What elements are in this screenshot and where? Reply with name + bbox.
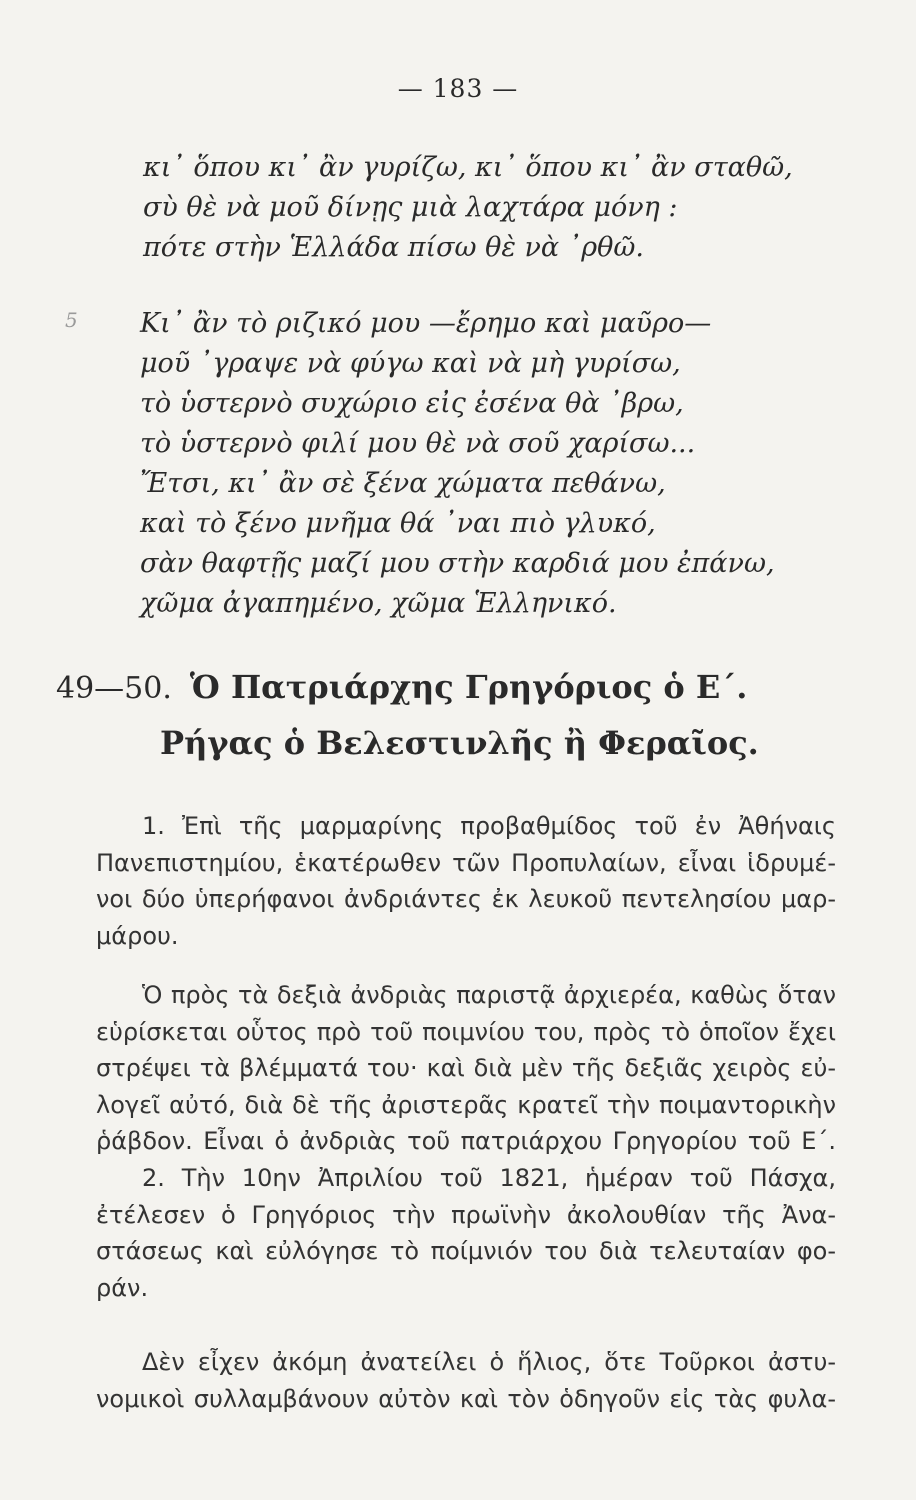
paragraph-4 [96, 1344, 836, 1417]
text-line: μάρου. [96, 921, 179, 950]
text-line: νομικοὶ συλλαμβάνουν αὐτὸν καὶ τὸν ὁδηγοῦν εἰς τὰς φυλα- [96, 1384, 836, 1413]
poem-stanza-2 [140, 304, 775, 624]
poem-line: τὸ ὑστερνὸ συχώριο εἰς ἐσένα θὰ ᾽βρω, [140, 388, 684, 419]
text-line: εὑρίσκεται οὗτος πρὸ τοῦ ποιμνίου του, πρὸς τὸ ὁποῖον ἔχει [96, 1017, 836, 1046]
text-line: 1. Ἐπὶ τῆς μαρμαρίνης προβαθμίδος τοῦ ἐν Ἀθήναις [142, 812, 836, 840]
text-line: στρέψει τὰ βλέμματά του· καὶ διὰ μὲν τῆς δεξιᾶς χειρὸς εὐ- [96, 1054, 836, 1082]
section-number: 49—50. [56, 671, 172, 706]
text-line: Ὁ πρὸς τὰ δεξιὰ ἀνδριὰς παριστᾷ ἀρχιερέα, καθὼς ὅταν [142, 981, 836, 1009]
paragraph-1 [96, 808, 836, 954]
poem-line: μοῦ ᾽γραψε νὰ φύγω καὶ νὰ μὴ γυρίσω, [140, 348, 681, 379]
poem-line: Ἔτσι, κι᾽ ἂν σὲ ξένα χώματα πεθάνω, [140, 468, 666, 499]
stanza-number: 5 [65, 308, 78, 332]
poem-line: Κι᾽ ἂν τὸ ριζικό μου —ἔρημο καὶ μαῦρο— [140, 308, 712, 339]
section-title-2: Ρήγας ὁ Βελεστινλῆς ἢ Φεραῖος. [160, 724, 759, 762]
text-line: στάσεως καὶ εὐλόγησε τὸ ποίμνιόν του διὰ τελευταίαν φο- [96, 1237, 836, 1265]
paragraph-3 [96, 1160, 836, 1306]
text-line: λογεῖ αὐτό, διὰ δὲ τῆς ἀριστερᾶς κρατεῖ τὴν ποιμαντορικὴν [96, 1090, 836, 1119]
poem-line: σὺ θὲ νὰ μοῦ δίνῃς μιὰ λαχτάρα μόνη : [143, 192, 678, 223]
poem-line: σὰν θαφτῇς μαζί μου στὴν καρδιά μου ἐπάνω, [140, 548, 775, 579]
poem-line: πότε στὴν Ἑλλάδα πίσω θὲ νὰ ᾽ρθῶ. [143, 232, 644, 263]
text-line: 2. Τὴν 10ην Ἀπριλίου τοῦ 1821, ἡμέραν τοῦ Πάσχα, [142, 1164, 836, 1192]
poem-line: χῶμα ἀγαπημένο, χῶμα Ἑλληνικό. [140, 588, 617, 619]
text-line: Δὲν εἶχεν ἀκόμη ἀνατείλει ὁ ἥλιος, ὅτε Τοῦρκοι ἀστυ- [142, 1348, 836, 1376]
text-line: νοι δύο ὑπερήφανοι ἀνδριάντες ἐκ λευκοῦ πεντελησίου μαρ- [96, 885, 836, 913]
page-number: — 183 — [397, 74, 519, 103]
paragraph-2 [96, 977, 836, 1160]
poem-line: κι᾽ ὅπου κι᾽ ἂν γυρίζω, κι᾽ ὅπου κι᾽ ἂν σταθῶ, [143, 152, 793, 183]
poem-line: καὶ τὸ ξένο μνῆμα θά ᾽ναι πιὸ γλυκό, [140, 508, 656, 539]
section-title-1: Ὁ Πατριάρχης Γρηγόριος ὁ Ε΄. [189, 668, 748, 706]
section-heading-line-1 [56, 660, 759, 716]
poem-line: τὸ ὑστερνὸ φιλί μου θὲ νὰ σοῦ χαρίσω... [140, 428, 696, 459]
text-line: ἐτέλεσεν ὁ Γρηγόριος τὴν πρωϊνὴν ἀκολουθίαν τῆς Ἀνα- [96, 1200, 836, 1229]
text-line: ράν. [96, 1273, 149, 1302]
text-line: ῥάβδον. Εἶναι ὁ ἀνδριὰς τοῦ πατριάρχου Γρηγορίου τοῦ Ε΄. [96, 1127, 836, 1155]
text-line: Πανεπιστημίου, ἑκατέρωθεν τῶν Προπυλαίων, εἶναι ἱδρυμέ- [96, 848, 836, 877]
section-heading [56, 660, 759, 770]
poem-stanza-1 [143, 148, 793, 268]
